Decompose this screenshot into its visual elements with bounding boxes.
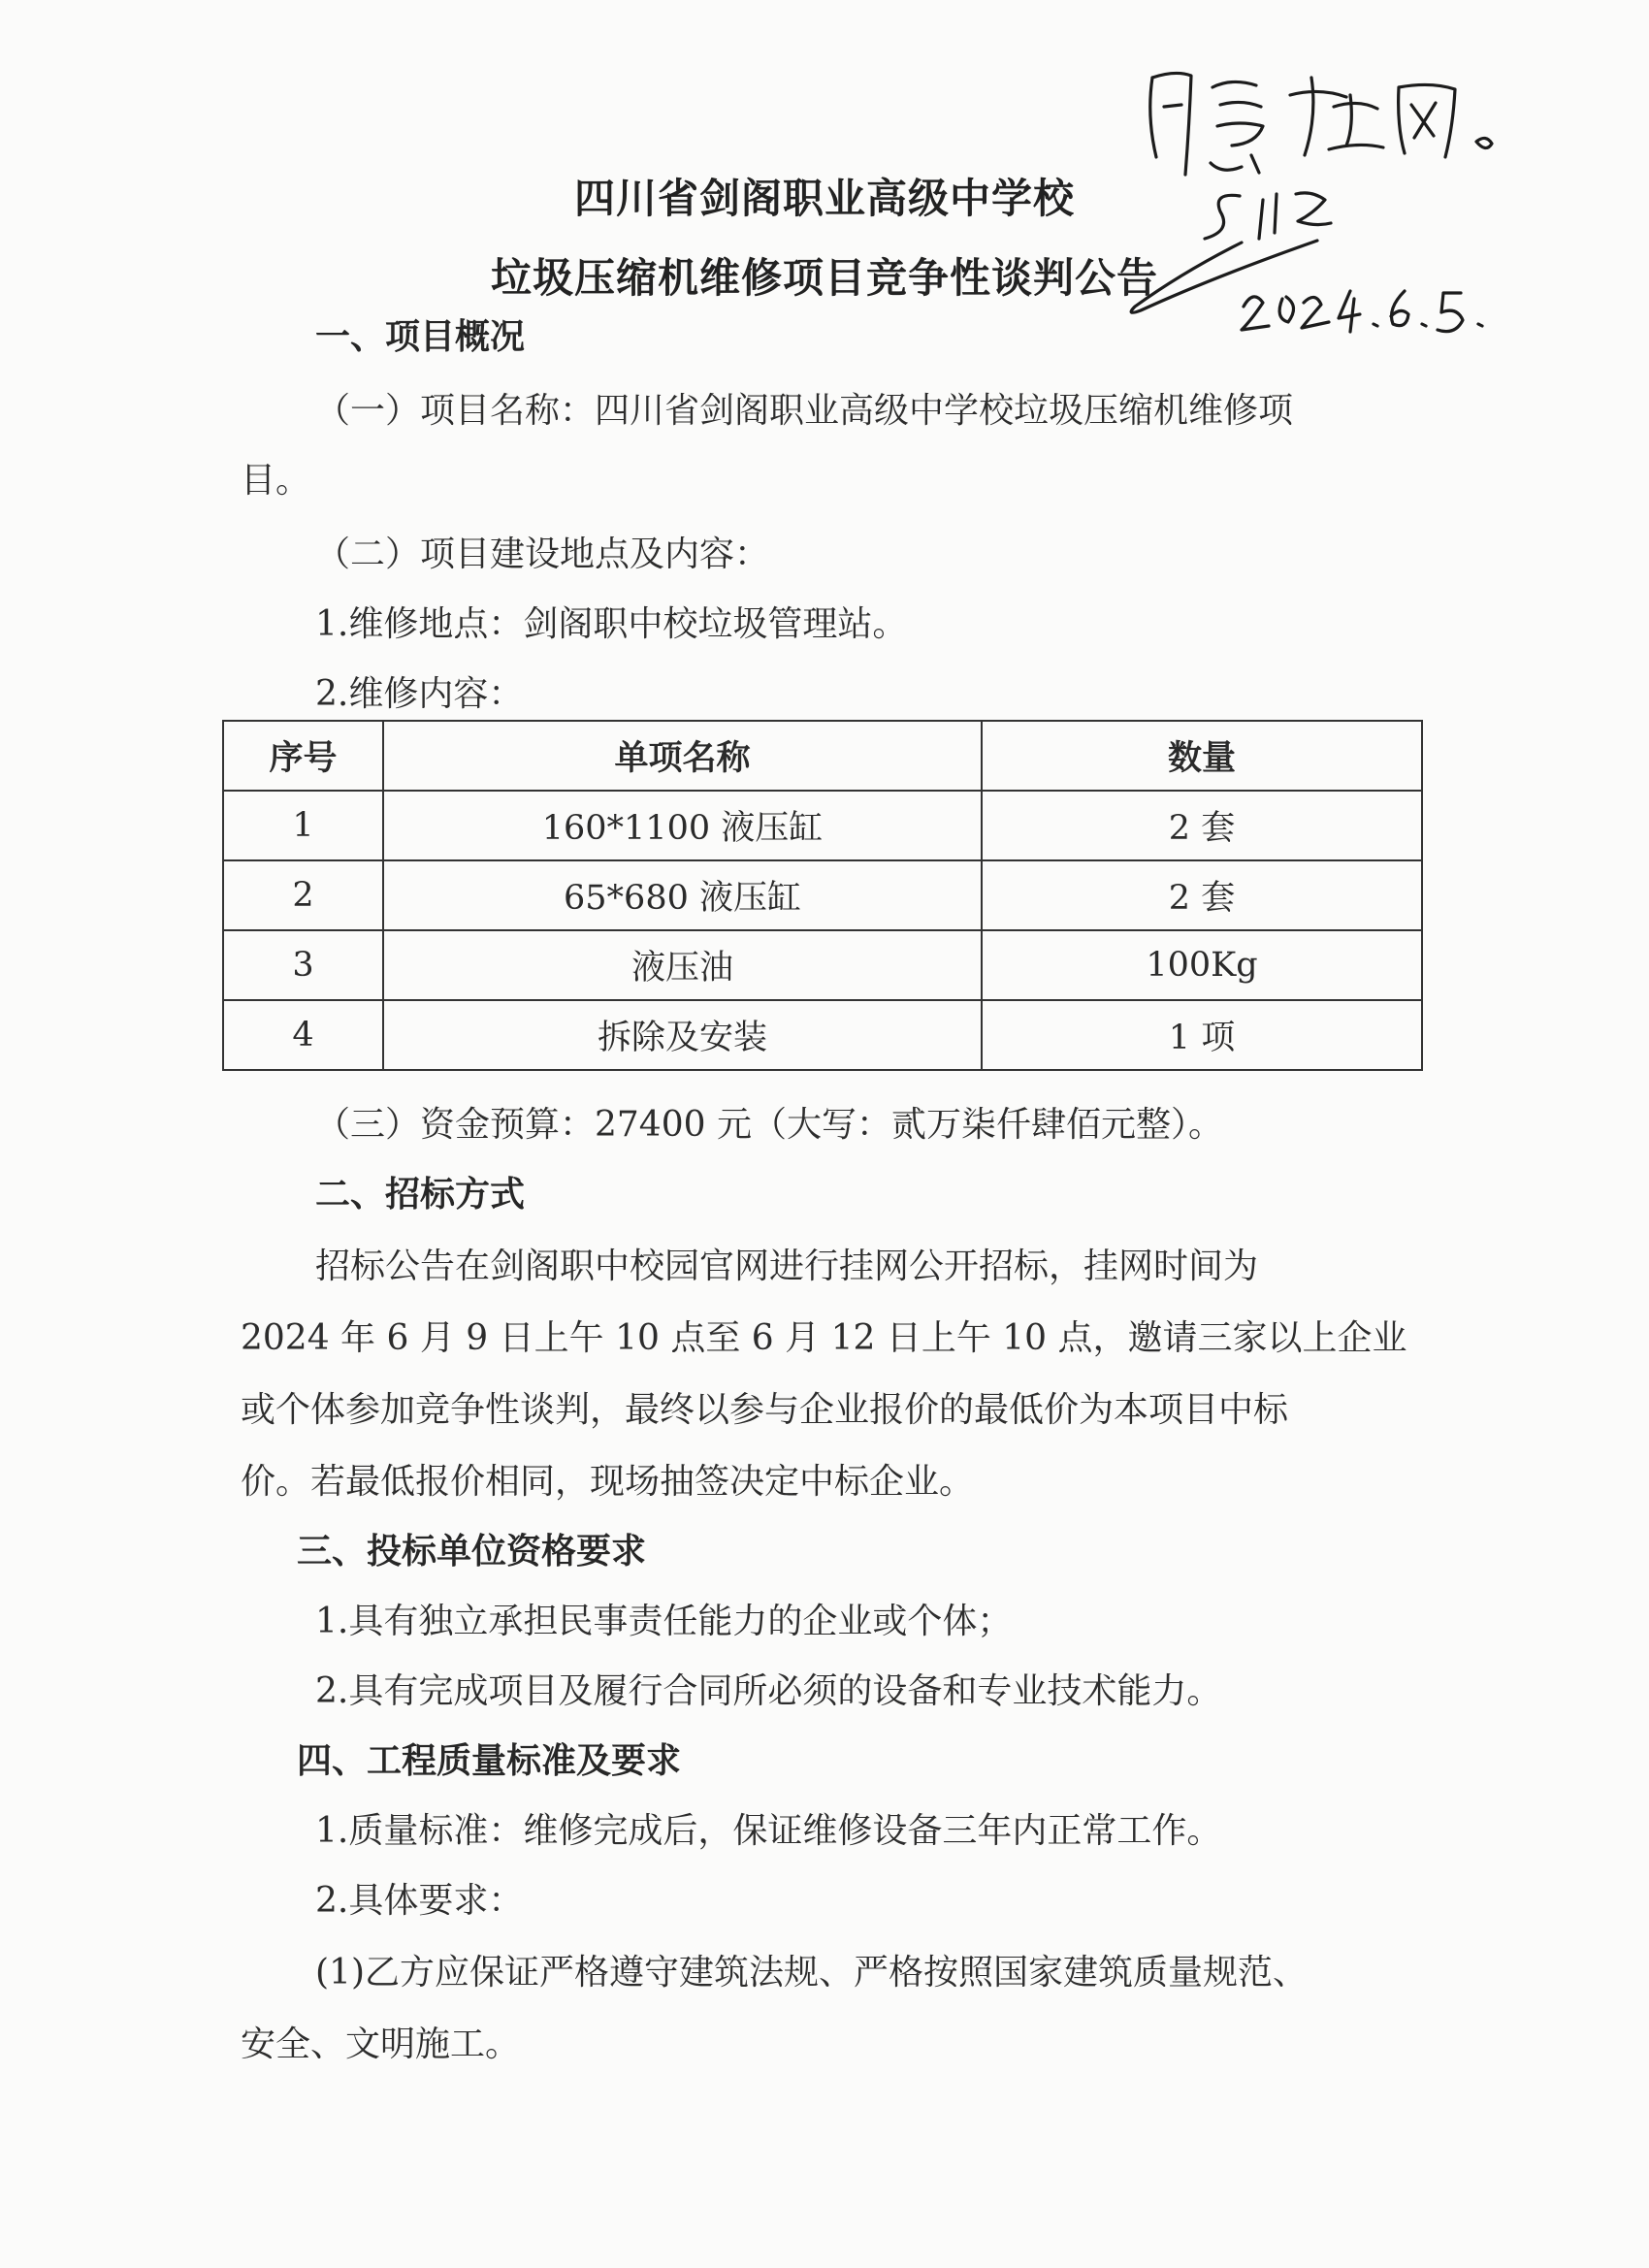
section4-heading: 四、工程质量标准及要求 <box>297 1741 682 1781</box>
cell-quantity: 2 套 <box>982 791 1422 860</box>
qualification-line: 1.具有独立承担民事责任能力的企业或个体； <box>315 1602 1013 1641</box>
document-title-line1: 四川省剑阁职业高级中学校 <box>573 175 1075 222</box>
bidding-method-line: 招标公告在剑阁职中校园官网进行挂网公开招标，挂网时间为 <box>315 1247 1259 1286</box>
table-row <box>223 860 1422 930</box>
cell-quantity: 2 套 <box>982 860 1422 930</box>
repair-content-label: 2.维修内容： <box>315 674 524 714</box>
section1-heading: 一、项目概况 <box>315 317 526 357</box>
budget-line: （三）资金预算：27400 元（大写：贰万柒仟肆佰元整）。 <box>315 1105 1223 1145</box>
column-header-index: 序号 <box>223 721 383 791</box>
cell-item-name: 65*680 液压缸 <box>383 860 982 930</box>
table-row <box>223 1000 1422 1070</box>
cell-item-name: 160*1100 液压缸 <box>383 791 982 860</box>
repair-location: 1.维修地点：剑阁职中校垃圾管理站。 <box>315 604 908 644</box>
table-header-row <box>223 721 1422 791</box>
project-location-heading: （二）项目建设地点及内容： <box>315 535 770 574</box>
cell-index: 2 <box>223 860 383 930</box>
cell-item-name: 拆除及安装 <box>383 1000 982 1070</box>
requirement-1-line2: 安全、文明施工。 <box>241 2025 521 2064</box>
requirements-label: 2.具体要求： <box>315 1881 524 1921</box>
project-name-line1: （一）项目名称：四川省剑阁职业高级中学校垃圾压缩机维修项 <box>315 391 1294 431</box>
cell-item-name: 液压油 <box>383 930 982 1000</box>
cell-index: 3 <box>223 930 383 1000</box>
cell-index: 4 <box>223 1000 383 1070</box>
table-row <box>223 791 1422 860</box>
project-name-line2: 目。 <box>241 461 311 501</box>
section3-heading: 三、投标单位资格要求 <box>297 1532 647 1571</box>
qualification-line: 2.具有完成项目及履行合同所必须的设备和专业技术能力。 <box>315 1671 1222 1711</box>
bidding-method-line: 2024 年 6 月 9 日上午 10 点至 6 月 12 日上午 10 点，邀请三家以上企业 <box>241 1318 1407 1358</box>
column-header-quantity: 数量 <box>982 721 1422 791</box>
document-title-line2: 垃圾压缩机维修项目竞争性谈判公告 <box>490 254 1158 302</box>
section2-heading: 二、招标方式 <box>315 1175 526 1215</box>
table-row <box>223 930 1422 1000</box>
repair-items-table <box>222 720 1423 1071</box>
quality-standard: 1.质量标准：维修完成后，保证维修设备三年内正常工作。 <box>315 1811 1222 1851</box>
column-header-item-name: 单项名称 <box>383 721 982 791</box>
cell-index: 1 <box>223 791 383 860</box>
bidding-method-line: 价。若最低报价相同，现场抽签决定中标企业。 <box>241 1462 975 1502</box>
cell-quantity: 100Kg <box>982 930 1422 1000</box>
bidding-method-line: 或个体参加竞争性谈判，最终以参与企业报价的最低价为本项目中标 <box>241 1390 1289 1430</box>
requirement-1-line1: (1)乙方应保证严格遵守建筑法规、严格按照国家建筑质量规范、 <box>315 1953 1308 1993</box>
cell-quantity: 1 项 <box>982 1000 1422 1070</box>
